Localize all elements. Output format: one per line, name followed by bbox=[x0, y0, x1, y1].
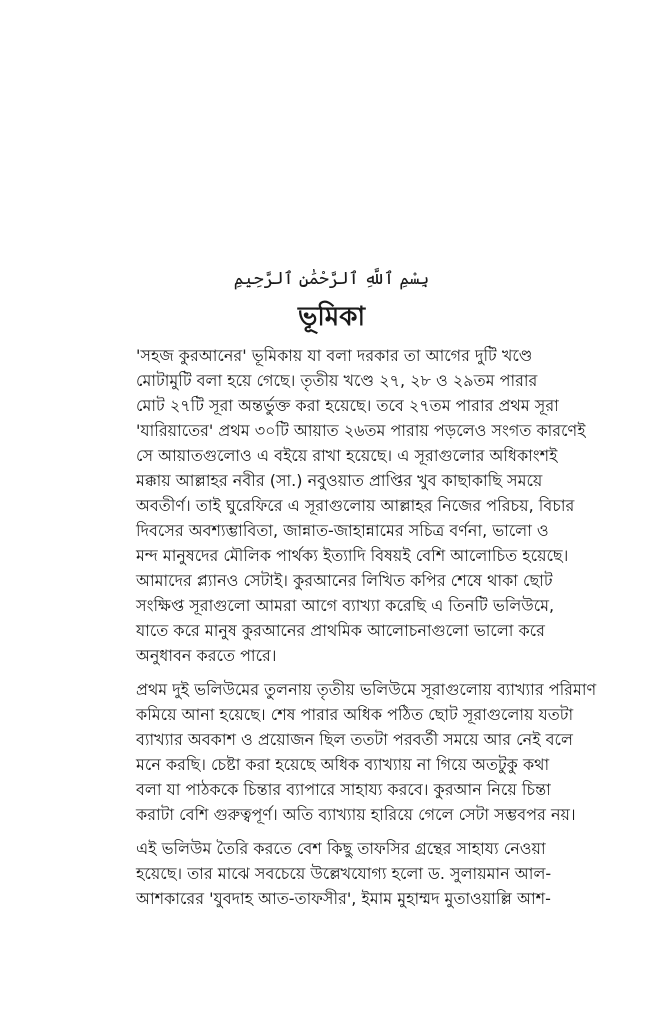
text-line: দিবসের অবশ্যম্ভাবিতা, জান্নাত-জাহান্নামের সচিত্র বর্ণনা, ভালো ও bbox=[136, 521, 549, 540]
text-line: বলা যা পাঠককে চিন্তার ব্যাপারে সাহায্য করবে। কুরআন নিয়ে চিন্তা bbox=[136, 780, 551, 799]
text-line: হয়েছে। তার মাঝে সবচেয়ে উল্লেখযোগ্য হলো ড. সুলায়মান আল- bbox=[136, 864, 552, 883]
text-line: করাটা বেশি গুরুত্বপূর্ণ। অতি ব্যাখ্যায় হারিয়ে গেলে সেটা সম্ভবপর নয়। bbox=[136, 805, 576, 824]
paragraph bbox=[136, 836, 552, 911]
text-line: যাতে করে মানুষ কুরআনের প্রাথমিক আলোচনাগুলো ভালো করে bbox=[136, 621, 545, 640]
text-line: মন্দ মানুষদের মৌলিক পার্থক্য ইত্যাদি বিষয়ই বেশি আলোচিত হয়েছে। bbox=[136, 546, 569, 565]
text-line: মোট ২৭টি সূরা অন্তর্ভুক্ত করা হয়েছে। তবে ২৭তম পারার প্রথম সূরা bbox=[136, 396, 559, 415]
paragraph bbox=[136, 343, 586, 668]
text-line: সে আয়াতগুলোও এ বইয়ে রাখা হয়েছে। এ সূরাগুলোর অধিকাংশই bbox=[136, 446, 558, 465]
text-line: প্রথম দুই ভলিউমের তুলনায় তৃতীয় ভলিউমে সূরাগুলোয় ব্যাখ্যার পরিমাণ bbox=[136, 680, 597, 699]
page-title: ভূমিকা bbox=[298, 302, 365, 332]
text-line: অবতীর্ণ। তাই ঘুরেফিরে এ সূরাগুলোয় আল্লাহর নিজের পরিচয়, বিচার bbox=[136, 496, 575, 515]
paragraph bbox=[136, 677, 597, 827]
text-line: 'সহজ কুরআনের' ভূমিকায় যা বলা দরকার তা আগের দুটি খণ্ডে bbox=[136, 346, 533, 365]
text-line: আমাদের প্ল্যানও সেটাই। কুরআনের লিখিত কপির শেষে থাকা ছোট bbox=[136, 571, 553, 590]
text-line: এই ভলিউম তৈরি করতে বেশ কিছু তাফসির গ্রন্থের সাহায্য নেওয়া bbox=[136, 839, 546, 858]
text-line: 'যারিয়াতের' প্রথম ৩০টি আয়াত ২৬তম পারায় পড়লেও সংগত কারণেই bbox=[136, 421, 586, 440]
text-line: মোটামুটি বলা হয়ে গেছে। তৃতীয় খণ্ডে ২৭, ২৮ ও ২৯তম পারার bbox=[136, 371, 538, 390]
bismillah-heading: بِسْمِ ٱللَّهِ ٱلرَّحْمَٰنِ ٱلرَّحِيمِ bbox=[233, 269, 430, 289]
text-line: আশকারের 'যুবদাহ আত-তাফসীর', ইমাম মুহাম্মদ মুতাওয়াল্লি আশ- bbox=[136, 889, 551, 908]
text-line: সংক্ষিপ্ত সূরাগুলো আমরা আগে ব্যাখ্যা করেছি এ তিনটি ভলিউমে, bbox=[136, 596, 555, 615]
text-line: কমিয়ে আনা হয়েছে। শেষ পারার অধিক পঠিত ছোট সূরাগুলোয় যতটা bbox=[136, 705, 574, 724]
document-body bbox=[136, 343, 597, 920]
text-line: ব্যাখ্যার অবকাশ ও প্রয়োজন ছিল ততটা পরবর্তী সময়ে আর নেই বলে bbox=[136, 730, 573, 749]
text-line: মক্কায় আল্লাহর নবীর (সা.) নবুওয়াত প্রাপ্তির খুব কাছাকাছি সময়ে bbox=[136, 471, 543, 490]
text-line: অনুধাবন করতে পারে। bbox=[136, 646, 277, 665]
text-line: মনে করছি। চেষ্টা করা হয়েছে অধিক ব্যাখ্যায় না গিয়ে অতটুকু কথা bbox=[136, 755, 550, 774]
